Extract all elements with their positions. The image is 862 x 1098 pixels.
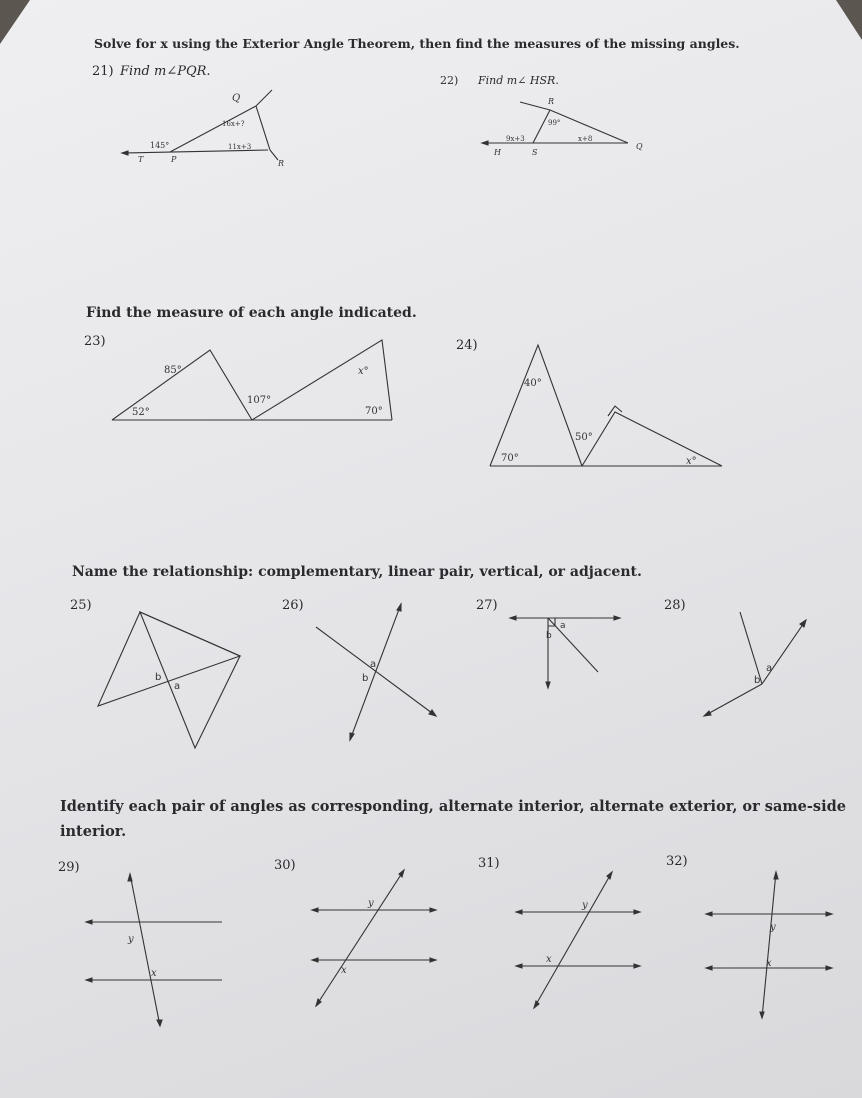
label-107: 107° <box>247 395 272 406</box>
section4-instructions-line2: interior. <box>60 823 127 840</box>
problem-31-diagram <box>516 872 640 1008</box>
label-50: 50° <box>575 432 593 443</box>
label-70-24: 70° <box>501 453 519 464</box>
label-top-expr: 16x+? <box>222 120 245 128</box>
section4-instructions-line1: Identify each pair of angles as corresponding, alternate interior, alternate exterior, or same-side <box>60 798 846 815</box>
problem-28-diagram <box>704 612 806 716</box>
label-x-30: x <box>341 965 347 976</box>
label-a-27: a <box>560 621 566 631</box>
label-52: 52° <box>132 407 150 418</box>
label-s: S <box>532 148 538 157</box>
label-9x3: 9x+3 <box>506 135 525 143</box>
label-right-expr: 11x+3 <box>228 143 252 151</box>
problem-30-number: 30) <box>274 858 296 873</box>
problem-27-number: 27) <box>476 598 498 613</box>
problem-26-number: 26) <box>282 598 304 613</box>
label-b-27: b <box>546 631 552 641</box>
problem-26-diagram <box>316 604 436 740</box>
label-x-24: x° <box>686 456 697 467</box>
problem-21-prompt: Find m∠PQR. <box>120 64 211 79</box>
problem-24-diagram <box>490 345 722 467</box>
label-a-28: a <box>766 663 773 674</box>
label-b-25: b <box>155 672 162 683</box>
label-q: Q <box>232 93 241 104</box>
problem-25-diagram <box>98 612 240 748</box>
problem-32-diagram <box>706 872 832 1018</box>
problem-22-prompt: Find m∠ HSR. <box>478 74 559 87</box>
label-b-26: b <box>362 673 369 684</box>
problem-28-number: 28) <box>664 598 686 613</box>
label-p: P <box>171 155 177 164</box>
label-99: 99° <box>548 119 561 127</box>
problem-27-diagram <box>510 616 620 688</box>
problem-21-number: 21) <box>92 64 114 79</box>
problem-23-number: 23) <box>84 334 106 349</box>
label-t: T <box>138 155 144 164</box>
section3-instructions: Name the relationship: complementary, linear pair, vertical, or adjacent. <box>72 564 642 580</box>
label-x-31: x <box>546 954 552 965</box>
label-r: R <box>278 159 285 168</box>
problem-31-number: 31) <box>478 856 500 871</box>
label-y-30: y <box>368 898 374 909</box>
label-y-32: y <box>770 922 776 933</box>
label-y-31: y <box>582 900 588 911</box>
problem-22-number: 22) <box>440 74 459 87</box>
problem-25-number: 25) <box>70 598 92 613</box>
label-a-26: a <box>370 659 377 670</box>
label-b-28: b <box>754 675 761 686</box>
label-a-25: a <box>174 681 181 692</box>
problem-29-diagram <box>86 874 222 1026</box>
label-40: 40° <box>524 378 542 389</box>
problem-22-diagram <box>482 97 643 157</box>
section2-instructions: Find the measure of each angle indicated. <box>86 305 417 321</box>
label-x-29: x <box>151 968 157 979</box>
label-r-22: R <box>548 97 555 106</box>
problem-30-diagram <box>312 870 436 1006</box>
problem-24-number: 24) <box>456 338 478 353</box>
label-x8: x+8 <box>578 135 593 143</box>
section1-instructions: Solve for x using the Exterior Angle Theorem, then find the measures of the missing angles. <box>94 36 740 51</box>
label-y-29: y <box>128 934 134 945</box>
problem-23-diagram <box>112 340 392 420</box>
problem-32-number: 32) <box>666 854 688 869</box>
label-x-32: x <box>766 958 772 969</box>
label-x-23: x° <box>358 366 369 377</box>
label-q-22: Q <box>636 142 643 151</box>
label-145: 145° <box>150 141 170 150</box>
problem-29-number: 29) <box>58 860 80 875</box>
label-70: 70° <box>365 406 383 417</box>
problem-21-diagram <box>122 90 284 168</box>
label-85: 85° <box>164 365 182 376</box>
label-h: H <box>494 148 501 157</box>
